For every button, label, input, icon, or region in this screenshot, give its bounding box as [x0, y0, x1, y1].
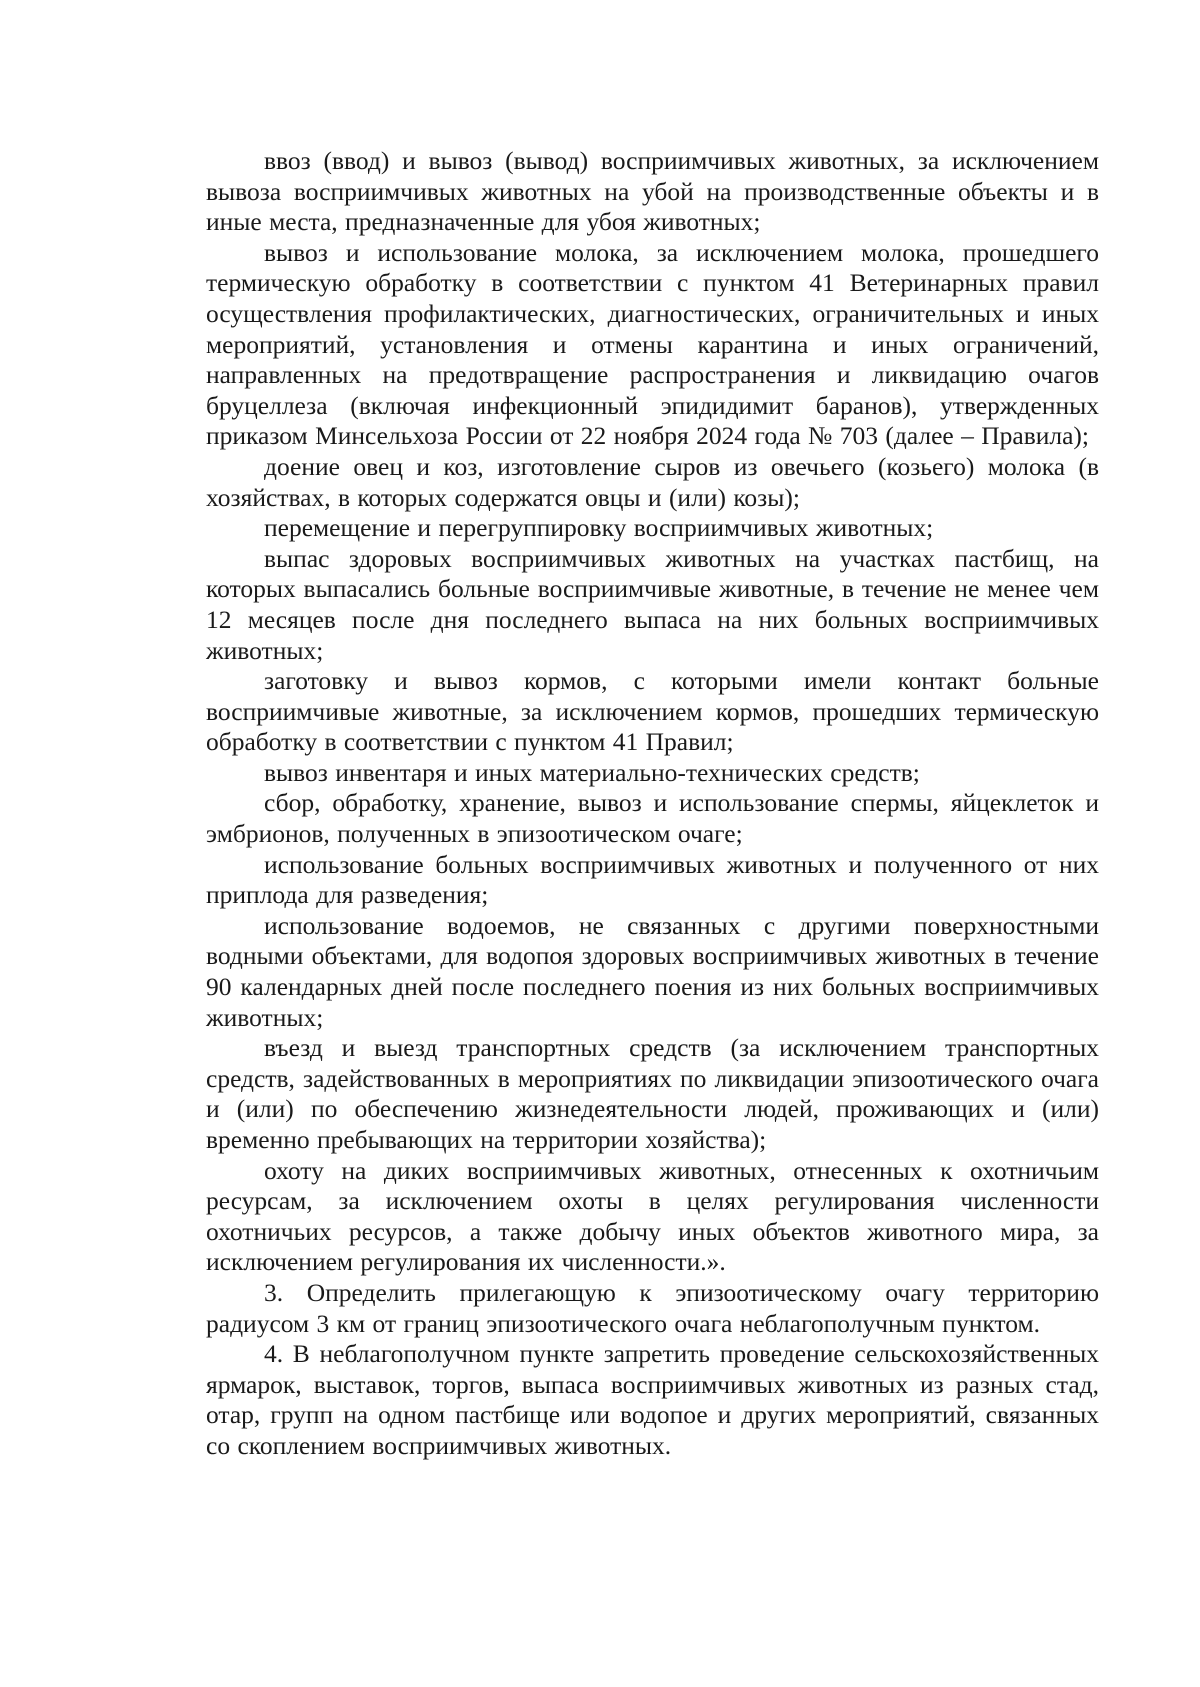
paragraph-milk-ban: вывоз и использование молока, за исключением молока, прошедшего термическую обработку в соответствии с пунктом 41 Ветеринарных правил осуществления профилактических, диагностических, ограничительных и иных мероприятий, установления и отмены карантина и иных ограничений, направленных на предотвращение распространения и ликвидацию очагов бруцеллеза (включая инфекционный эпидидимит баранов), утвержденных приказом Минсельхоза России от 22 ноября 2024 года № 703 (далее – Правила);: [206, 237, 1099, 451]
paragraph-regrouping-ban: перемещение и перегруппировку восприимчивых животных;: [264, 513, 934, 543]
paragraph-breeding-ban: использование больных восприимчивых животных и полученного от них приплода для разведения;: [206, 849, 1099, 910]
paragraph-transport-ban: въезд и выезд транспортных средств (за исключением транспортных средств, задействованных в мероприятиях по ликвидации эпизоотического очага и (или) по обеспечению жизнедеятельности людей, проживающих и (или) временно пребывающих на территории хозяйства);: [206, 1033, 1099, 1154]
paragraph-import-export-ban: ввоз (ввод) и вывоз (вывод) восприимчивых животных, за исключением вывоза восприимчивых животных на убой на производственные объекты и в иные места, предназначенные для убоя животных;: [206, 146, 1099, 237]
paragraph-milking-ban: доение овец и коз, изготовление сыров из овечьего (козьего) молока (в хозяйствах, в которых содержатся овцы и (или) козы);: [206, 451, 1099, 512]
paragraph-sperm-ban: сбор, обработку, хранение, вывоз и использование спермы, яйцеклеток и эмбрионов, полученных в эпизоотическом очаге;: [206, 788, 1099, 849]
paragraph-hunting-ban: охоту на диких восприимчивых животных, отнесенных к охотничьим ресурсам, за исключением охоты в целях регулирования численности охотничьих ресурсов, а также добычу иных объектов животного мира, за исключением регулирования их численности.».: [206, 1155, 1099, 1277]
paragraph-inventory-ban: вывоз инвентаря и иных материально-технических средств;: [264, 757, 920, 787]
paragraph-item-3: 3. Определить прилегающую к эпизоотическому очагу территорию радиусом 3 км от границ эпизоотического очага неблагополучным пунктом.: [206, 1277, 1099, 1338]
paragraph-water-ban: использование водоемов, не связанных с другими поверхностными водными объектами, для водопоя здоровых восприимчивых животных в течение 90 календарных дней после последнего поения из них больных восприимчивых животных;: [206, 910, 1099, 1032]
paragraph-grazing-ban: выпас здоровых восприимчивых животных на участках пастбищ, на которых выпасались больные восприимчивые животные, в течение не менее чем 12 месяцев после дня последнего выпаса на них больных восприимчивых животных;: [206, 543, 1099, 665]
paragraph-feed-ban: заготовку и вывоз кормов, с которыми имели контакт больные восприимчивые животные, за исключением кормов, прошедших термическую обработку в соответствии с пунктом 41 Правил;: [206, 666, 1099, 757]
paragraph-item-4: 4. В неблагополучном пункте запретить проведение сельскохозяйственных ярмарок, выставок, торгов, выпаса восприимчивых животных из разных стад, отар, групп на одном пастбище или водопое и других мероприятий, связанных со скоплением восприимчивых животных.: [206, 1339, 1099, 1460]
document-body: [206, 146, 1099, 1462]
